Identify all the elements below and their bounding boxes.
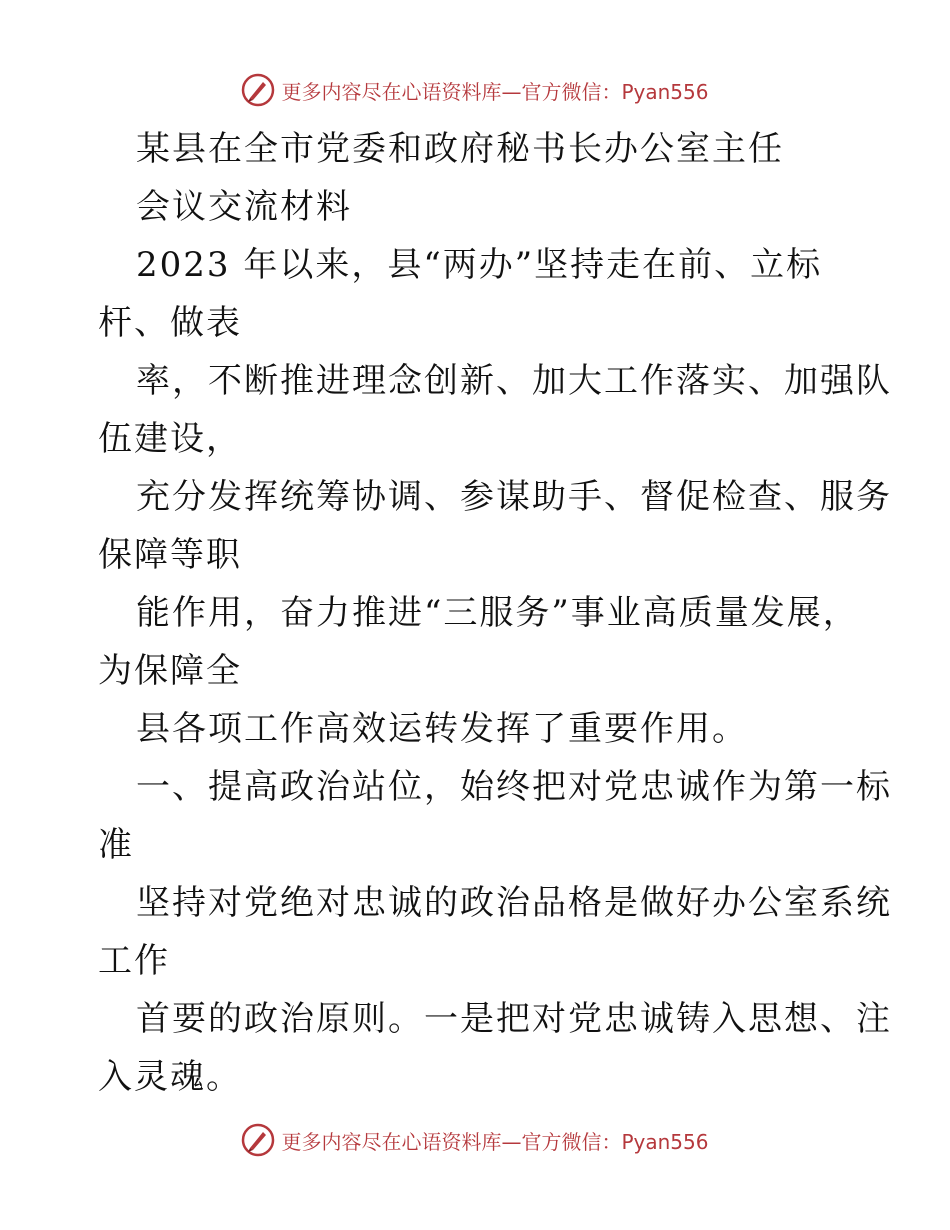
watermark-text: 更多内容尽在心语资料库—官方微信：Pyan556 <box>281 1129 709 1154</box>
text-line: 会议交流材料 <box>136 187 352 227</box>
text-line: 为保障全 <box>98 651 242 691</box>
text-line: 一、提高政治站位，始终把对党忠诚作为第一标 <box>136 767 892 807</box>
text-line: 坚持对党绝对忠诚的政治品格是做好办公室系统 <box>136 883 892 923</box>
text-line: 2023 年以来，县“两办”坚持走在前、立标 <box>136 245 823 285</box>
document-body <box>98 120 892 1106</box>
text-line: 入灵魂。 <box>98 1057 242 1097</box>
text-line: 保障等职 <box>98 535 242 575</box>
text-line: 能作用，奋力推进“三服务”事业高质量发展， <box>136 593 859 633</box>
text-line: 率，不断推进理念创新、加大工作落实、加强队 <box>136 361 892 401</box>
text-line: 准 <box>98 825 134 865</box>
text-line: 县各项工作高效运转发挥了重要作用。 <box>136 709 748 749</box>
text-line: 伍建设， <box>98 419 242 459</box>
text-line: 杆、做表 <box>98 303 242 343</box>
footer-watermark-banner <box>0 1120 950 1160</box>
text-line: 某县在全市党委和政府秘书长办公室主任 <box>136 129 784 169</box>
quill-logo-icon <box>241 1123 275 1157</box>
watermark-text: 更多内容尽在心语资料库—官方微信：Pyan556 <box>281 79 709 104</box>
text-line: 充分发挥统筹协调、参谋助手、督促检查、服务 <box>136 477 892 517</box>
text-line: 首要的政治原则。一是把对党忠诚铸入思想、注 <box>136 999 892 1039</box>
header-watermark-banner <box>0 70 950 110</box>
quill-logo-icon <box>241 73 275 107</box>
text-line: 工作 <box>98 941 170 981</box>
